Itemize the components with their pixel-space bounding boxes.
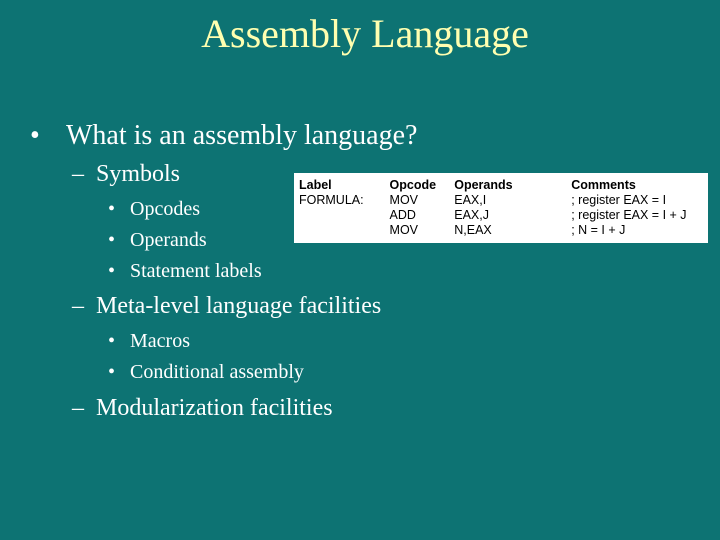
table-header-row [299,177,708,193]
column-header-opcode: Opcode [389,178,437,192]
column-header-operands: Operands [454,178,513,192]
subbullet-meta [72,291,381,321]
subbullet-label: Meta-level language facilities [96,293,382,319]
column-header-comments: Comments [571,178,636,192]
dash-mark: – [72,161,84,187]
list-item-text: Opcodes [130,198,200,220]
table-cell: ; register EAX = I + J [571,208,687,222]
bullet-mark: • [108,260,116,282]
table-cell: ; N = I + J [571,223,626,237]
table-cell [299,223,390,238]
column-header-label: Label [299,178,332,192]
list-item [108,328,190,354]
table-row [299,223,708,238]
main-bullet-text: What is an assembly language? [66,120,418,151]
subbullet-modular [72,393,333,423]
bullet-mark: • [108,229,116,251]
list-item-text: Statement labels [130,260,262,282]
list-item [108,227,207,253]
subbullet-symbols [72,159,180,189]
bullet-mark: • [108,198,116,220]
table-cell: N,EAX [454,223,492,237]
table-cell [299,208,390,223]
table-row [299,208,708,223]
subbullet-label: Symbols [96,161,181,187]
dash-mark: – [72,293,84,319]
code-table [299,177,708,238]
dash-mark: – [72,395,84,421]
list-item-text: Conditional assembly [130,361,304,383]
list-item [108,359,304,385]
table-cell: MOV [389,193,419,207]
table-cell: EAX,J [454,208,489,222]
table-cell: MOV [389,223,419,237]
list-item-text: Operands [130,229,207,251]
bullet-mark: • [108,330,116,352]
subbullet-label: Modularization facilities [96,395,333,421]
bullet-mark: • [30,120,40,151]
table-cell: ; register EAX = I [571,193,667,207]
table-cell: FORMULA: [299,193,364,207]
table-cell: ADD [389,208,416,222]
assembly-code-table [294,173,708,243]
list-item-text: Macros [130,330,190,352]
table-cell: EAX,I [454,193,487,207]
slide-title: Assembly Language [201,11,529,56]
bullet-mark: • [108,361,116,383]
list-item [108,196,200,222]
list-item [108,258,262,284]
table-row [299,193,708,208]
